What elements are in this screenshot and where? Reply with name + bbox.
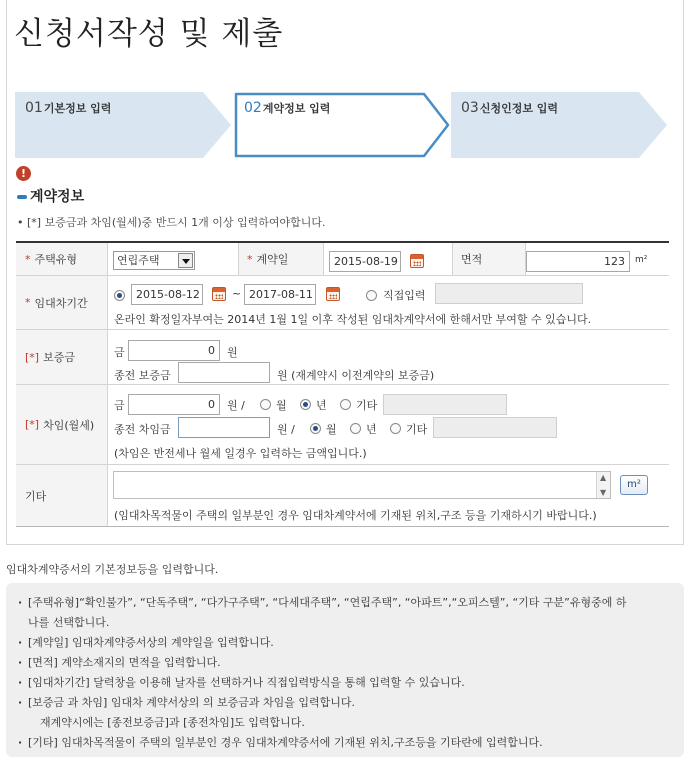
prev-rent-input[interactable]	[178, 417, 270, 438]
step-indicator	[15, 92, 675, 158]
dropdown-arrow-icon	[178, 253, 193, 268]
guide-item: · [임대차기간] 달력창을 이용해 날자를 선택하거나 직접입력방식을 통해 입력할 수 있습니다.	[18, 673, 674, 693]
prev-rent-unit: 원 /	[277, 423, 295, 436]
area-unit: m²	[635, 255, 648, 265]
step-1	[15, 92, 233, 158]
prev-rent-other-input[interactable]	[433, 417, 557, 438]
contract-date-label: * 계약일	[238, 243, 324, 275]
rent-monthly-label: 월	[276, 399, 287, 412]
row-lease-period	[16, 276, 669, 330]
contract-form	[16, 241, 669, 522]
direct-input-label: 직접입력	[383, 289, 426, 302]
prev-rent-other-label: 기타	[406, 423, 428, 436]
step-2-label: 02계약정보 입력	[244, 100, 331, 116]
prev-rent-monthly-radio[interactable]	[310, 423, 321, 434]
deposit-label: [*] 보증금	[16, 330, 108, 384]
area-input[interactable]: 123	[526, 251, 630, 272]
rent-input[interactable]: 0	[128, 394, 220, 415]
calendar-mode-radio[interactable]	[114, 290, 125, 301]
prev-deposit-input[interactable]	[178, 362, 270, 383]
rent-other-radio[interactable]	[340, 399, 351, 410]
section-bar-icon	[17, 195, 27, 199]
guide-item: · [계약일] 임대차계약증서상의 계약일을 입력합니다.	[18, 633, 674, 653]
rent-label: [*] 차임(월세)	[16, 385, 108, 464]
prev-rent-label: 종전 차임금	[114, 423, 171, 436]
etc-textarea[interactable]	[113, 471, 611, 499]
rent-amount-label: 금	[114, 399, 125, 412]
contract-date-input[interactable]: 2015-08-19	[329, 251, 401, 272]
prev-deposit-label: 종전 보증금	[114, 369, 171, 382]
etc-note: (임대차목적물이 주택의 일부분인 경우 임대차계약서에 기재된 위치,구조 등을 기재하시기 바랍니다.)	[114, 509, 597, 522]
step-3-label: 03신청인정보 입력	[461, 100, 559, 116]
deposit-input[interactable]: 0	[128, 340, 220, 361]
guide-box	[6, 583, 684, 757]
prev-rent-other-radio[interactable]	[390, 423, 401, 434]
rent-yearly-radio[interactable]	[300, 399, 311, 410]
prev-rent-yearly-radio[interactable]	[350, 423, 361, 434]
rent-yearly-label: 년	[316, 399, 327, 412]
prev-rent-monthly-label: 월	[326, 423, 337, 436]
required-note: • [*] 보증금과 차임(월세)중 반드시 1개 이상 입력하여야합니다.	[17, 216, 326, 229]
house-type-select[interactable]: 연립주택	[113, 251, 195, 270]
guide-item: 재계약시에는 [종전보증금]과 [종전차임]도 입력합니다.	[40, 716, 305, 729]
tilde: ~	[232, 287, 242, 300]
rent-other-input[interactable]	[383, 394, 507, 415]
rent-monthly-radio[interactable]	[260, 399, 271, 410]
lease-start-input[interactable]: 2015-08-12	[131, 284, 203, 305]
deposit-amount-label: 금	[114, 346, 125, 359]
area-label: 면적	[452, 243, 526, 275]
row-deposit	[16, 330, 669, 385]
step-3	[451, 92, 671, 158]
textarea-scrollbar[interactable]	[596, 472, 610, 498]
page-title: 신청서작성 및 제출	[14, 16, 284, 52]
warning-icon: !	[16, 166, 31, 181]
section-title: 계약정보	[17, 186, 84, 206]
guide-intro: 임대차계약증서의 기본정보등을 입력합니다.	[6, 563, 219, 576]
rent-unit: 원 /	[227, 399, 245, 412]
guide-item: · [보증금 과 차임] 임대차 계약서상의 의 보증금과 차임을 입력합니다.	[18, 693, 674, 713]
guide-item: · [주택유형]“확인불가”, “단독주택”, “다가구주택”, “다세대주택”, “연립주택”, “아파트”,“오피스텔”, “기타 구분”유형중에 하	[18, 593, 674, 613]
calendar-icon[interactable]	[212, 287, 226, 301]
lease-info-text: 온라인 확정일자부여는 2014년 1월 1일 이후 작성된 임대차계약서에 한해서만 부여할 수 있습니다.	[114, 313, 592, 326]
direct-input-radio[interactable]	[366, 290, 377, 301]
calendar-icon[interactable]	[326, 287, 340, 301]
rent-note: (차임은 반전세나 월세 일경우 입력하는 금액입니다.)	[114, 447, 367, 460]
lease-period-label: * 임대차기간	[16, 276, 108, 329]
scroll-up-icon[interactable]: ▲	[600, 473, 607, 482]
guide-item: · [기타] 임대차목적물이 주택의 일부분인 경우 임대차계약증서에 기재된 위치,구조등을 기타란에 입력합니다.	[18, 733, 674, 753]
etc-label: 기타	[16, 465, 108, 526]
house-type-label: * 주택유형	[16, 243, 108, 275]
step-1-label: 01기본정보 입력	[25, 100, 112, 116]
unit-convert-button[interactable]: m²	[620, 475, 648, 495]
guide-item: 나를 선택합니다.	[28, 616, 110, 629]
prev-deposit-note: 원 (재계약시 이전계약의 보증금)	[277, 369, 435, 382]
row-rent	[16, 385, 669, 465]
direct-input-field[interactable]	[435, 283, 583, 304]
lease-end-input[interactable]: 2017-08-11	[244, 284, 316, 305]
step-2	[234, 92, 452, 158]
row-etc	[16, 465, 669, 527]
scroll-down-icon[interactable]: ▼	[600, 488, 607, 497]
rent-other-label: 기타	[356, 399, 378, 412]
deposit-unit: 원	[227, 346, 238, 359]
prev-rent-yearly-label: 년	[366, 423, 377, 436]
guide-item: · [면적] 계약소재지의 면적을 입력합니다.	[18, 653, 674, 673]
row-house-type	[16, 243, 669, 276]
calendar-icon[interactable]	[410, 254, 424, 268]
